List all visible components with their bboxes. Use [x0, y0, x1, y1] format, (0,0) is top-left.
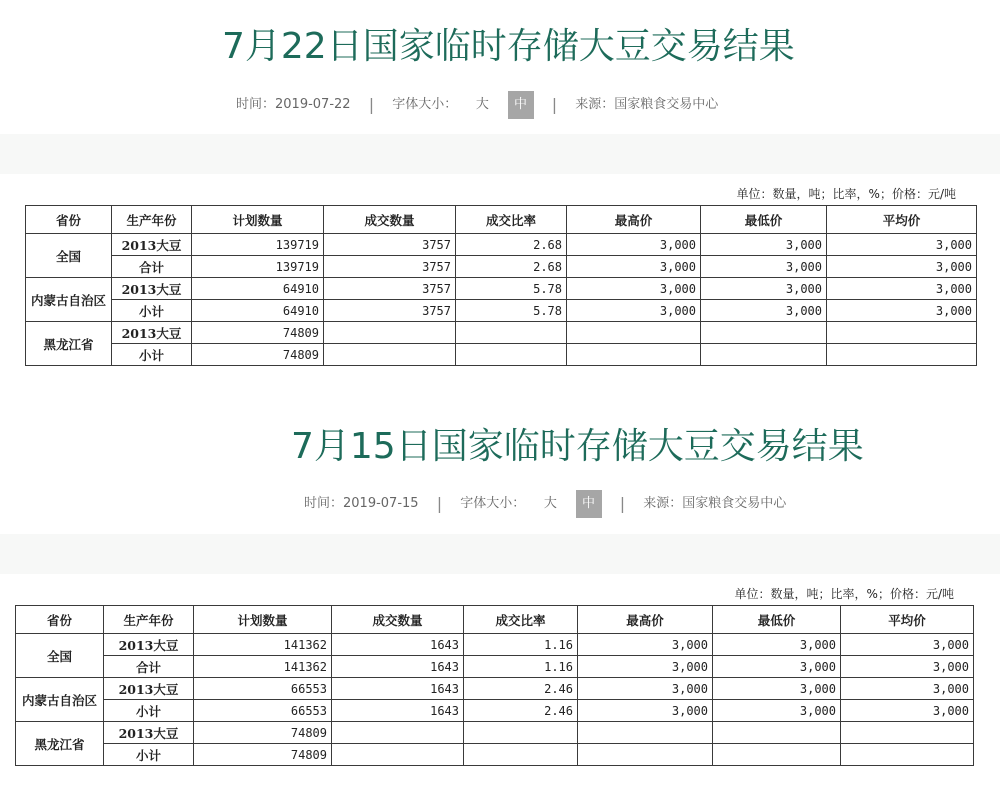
font-size-large-button[interactable]: 大	[475, 97, 489, 112]
publish-date: 2019-07-22	[275, 97, 351, 112]
max-price-cell	[578, 722, 713, 744]
deal-cell: 1643	[332, 656, 464, 678]
ratio-cell: 5.78	[456, 300, 567, 322]
max-price-cell	[578, 744, 713, 766]
plan-cell: 139719	[192, 234, 324, 256]
content-band	[0, 134, 1000, 174]
table-row	[26, 344, 977, 366]
column-header: 最高价	[567, 206, 701, 234]
table-row	[16, 744, 974, 766]
max-price-cell: 3,000	[578, 700, 713, 722]
unit-note: 单位：数量，吨；比率，%；价格：元/吨	[734, 587, 954, 601]
column-header: 成交比率	[464, 606, 578, 634]
province-cell: 内蒙古自治区	[16, 678, 104, 722]
column-header: 计划数量	[194, 606, 332, 634]
publish-date: 2019-07-15	[343, 496, 419, 511]
font-size-medium-button[interactable]: 中	[508, 91, 534, 119]
max-price-cell: 3,000	[578, 656, 713, 678]
plan-cell: 66553	[194, 700, 332, 722]
deal-cell: 3757	[324, 234, 456, 256]
max-price-cell: 3,000	[567, 300, 701, 322]
source-label: 来源：	[643, 496, 683, 511]
ratio-cell: 2.46	[464, 678, 578, 700]
year-cell: 合计	[112, 256, 192, 278]
plan-cell: 66553	[194, 678, 332, 700]
year-cell: 小计	[104, 700, 194, 722]
avg-price-cell	[841, 722, 974, 744]
min-price-cell: 3,000	[713, 634, 841, 656]
plan-cell: 64910	[192, 300, 324, 322]
ratio-cell	[464, 744, 578, 766]
avg-price-cell	[827, 344, 977, 366]
column-header: 省份	[26, 206, 112, 234]
plan-cell: 74809	[192, 344, 324, 366]
table-row	[26, 300, 977, 322]
ratio-cell	[464, 722, 578, 744]
ratio-cell	[456, 344, 567, 366]
column-header: 省份	[16, 606, 104, 634]
avg-price-cell: 3,000	[827, 300, 977, 322]
table-row	[26, 234, 977, 256]
max-price-cell	[567, 344, 701, 366]
year-cell: 小计	[112, 344, 192, 366]
table-header-row	[26, 206, 977, 234]
time-label: 时间：	[236, 97, 276, 112]
year-cell: 2013大豆	[112, 278, 192, 300]
separator: |	[368, 95, 375, 114]
deal-cell: 3757	[324, 256, 456, 278]
column-header: 计划数量	[192, 206, 324, 234]
year-cell: 2013大豆	[112, 322, 192, 344]
avg-price-cell: 3,000	[827, 234, 977, 256]
plan-cell: 74809	[194, 722, 332, 744]
deal-cell	[332, 722, 464, 744]
max-price-cell: 3,000	[578, 678, 713, 700]
province-cell: 黑龙江省	[16, 722, 104, 766]
ratio-cell: 2.46	[464, 700, 578, 722]
column-header: 最低价	[701, 206, 827, 234]
deal-cell: 3757	[324, 300, 456, 322]
table-header-row	[16, 606, 974, 634]
avg-price-cell: 3,000	[841, 634, 974, 656]
plan-cell: 64910	[192, 278, 324, 300]
min-price-cell: 3,000	[713, 700, 841, 722]
separator: |	[619, 494, 626, 513]
font-size-label: 字体大小：	[460, 496, 526, 511]
min-price-cell	[713, 744, 841, 766]
unit-note: 单位：数量，吨；比率，%；价格：元/吨	[736, 187, 956, 201]
column-header: 平均价	[841, 606, 974, 634]
avg-price-cell: 3,000	[841, 700, 974, 722]
year-cell: 小计	[104, 744, 194, 766]
column-header: 成交数量	[324, 206, 456, 234]
min-price-cell: 3,000	[701, 234, 827, 256]
report-title: 7月22日国家临时存储大豆交易结果	[222, 26, 795, 67]
year-cell: 2013大豆	[104, 634, 194, 656]
min-price-cell	[701, 322, 827, 344]
avg-price-cell: 3,000	[827, 256, 977, 278]
results-table	[25, 205, 977, 366]
year-cell: 合计	[104, 656, 194, 678]
report-title: 7月15日国家临时存储大豆交易结果	[291, 426, 864, 467]
column-header: 成交数量	[332, 606, 464, 634]
province-cell: 全国	[26, 234, 112, 278]
year-cell: 小计	[112, 300, 192, 322]
ratio-cell: 1.16	[464, 656, 578, 678]
ratio-cell: 1.16	[464, 634, 578, 656]
max-price-cell: 3,000	[578, 634, 713, 656]
time-label: 时间：	[304, 496, 344, 511]
max-price-cell: 3,000	[567, 234, 701, 256]
column-header: 生产年份	[112, 206, 192, 234]
separator: |	[551, 95, 558, 114]
deal-cell	[332, 744, 464, 766]
deal-cell: 1643	[332, 634, 464, 656]
plan-cell: 141362	[194, 656, 332, 678]
year-cell: 2013大豆	[104, 722, 194, 744]
avg-price-cell	[827, 322, 977, 344]
min-price-cell: 3,000	[701, 300, 827, 322]
table-row	[16, 634, 974, 656]
ratio-cell: 2.68	[456, 256, 567, 278]
ratio-cell	[456, 322, 567, 344]
plan-cell: 74809	[194, 744, 332, 766]
avg-price-cell: 3,000	[841, 656, 974, 678]
table-row	[16, 678, 974, 700]
min-price-cell	[701, 344, 827, 366]
year-cell: 2013大豆	[112, 234, 192, 256]
deal-cell: 1643	[332, 700, 464, 722]
report-meta	[304, 490, 786, 518]
source-value: 国家粮食交易中心	[614, 97, 719, 112]
max-price-cell: 3,000	[567, 256, 701, 278]
province-cell: 内蒙古自治区	[26, 278, 112, 322]
deal-cell	[324, 344, 456, 366]
source-label: 来源：	[575, 97, 615, 112]
min-price-cell: 3,000	[701, 278, 827, 300]
source-value: 国家粮食交易中心	[682, 496, 787, 511]
separator: |	[436, 494, 443, 513]
column-header: 生产年份	[104, 606, 194, 634]
min-price-cell: 3,000	[713, 678, 841, 700]
deal-cell	[324, 322, 456, 344]
table-row	[26, 256, 977, 278]
min-price-cell	[713, 722, 841, 744]
table-row	[16, 700, 974, 722]
table-row	[16, 722, 974, 744]
table-row	[26, 322, 977, 344]
max-price-cell: 3,000	[567, 278, 701, 300]
ratio-cell: 5.78	[456, 278, 567, 300]
avg-price-cell	[841, 744, 974, 766]
year-cell: 2013大豆	[104, 678, 194, 700]
min-price-cell: 3,000	[713, 656, 841, 678]
content-band	[0, 534, 1000, 574]
min-price-cell: 3,000	[701, 256, 827, 278]
deal-cell: 1643	[332, 678, 464, 700]
column-header: 成交比率	[456, 206, 567, 234]
avg-price-cell: 3,000	[827, 278, 977, 300]
table-row	[16, 656, 974, 678]
province-cell: 全国	[16, 634, 104, 678]
font-size-medium-button[interactable]: 中	[576, 490, 602, 518]
plan-cell: 74809	[192, 322, 324, 344]
avg-price-cell: 3,000	[841, 678, 974, 700]
font-size-large-button[interactable]: 大	[543, 496, 557, 511]
deal-cell: 3757	[324, 278, 456, 300]
column-header: 最低价	[713, 606, 841, 634]
plan-cell: 141362	[194, 634, 332, 656]
results-table	[15, 605, 974, 766]
province-cell: 黑龙江省	[26, 322, 112, 366]
font-size-label: 字体大小：	[392, 97, 458, 112]
report-meta	[236, 91, 718, 119]
ratio-cell: 2.68	[456, 234, 567, 256]
plan-cell: 139719	[192, 256, 324, 278]
column-header: 平均价	[827, 206, 977, 234]
table-row	[26, 278, 977, 300]
max-price-cell	[567, 322, 701, 344]
column-header: 最高价	[578, 606, 713, 634]
